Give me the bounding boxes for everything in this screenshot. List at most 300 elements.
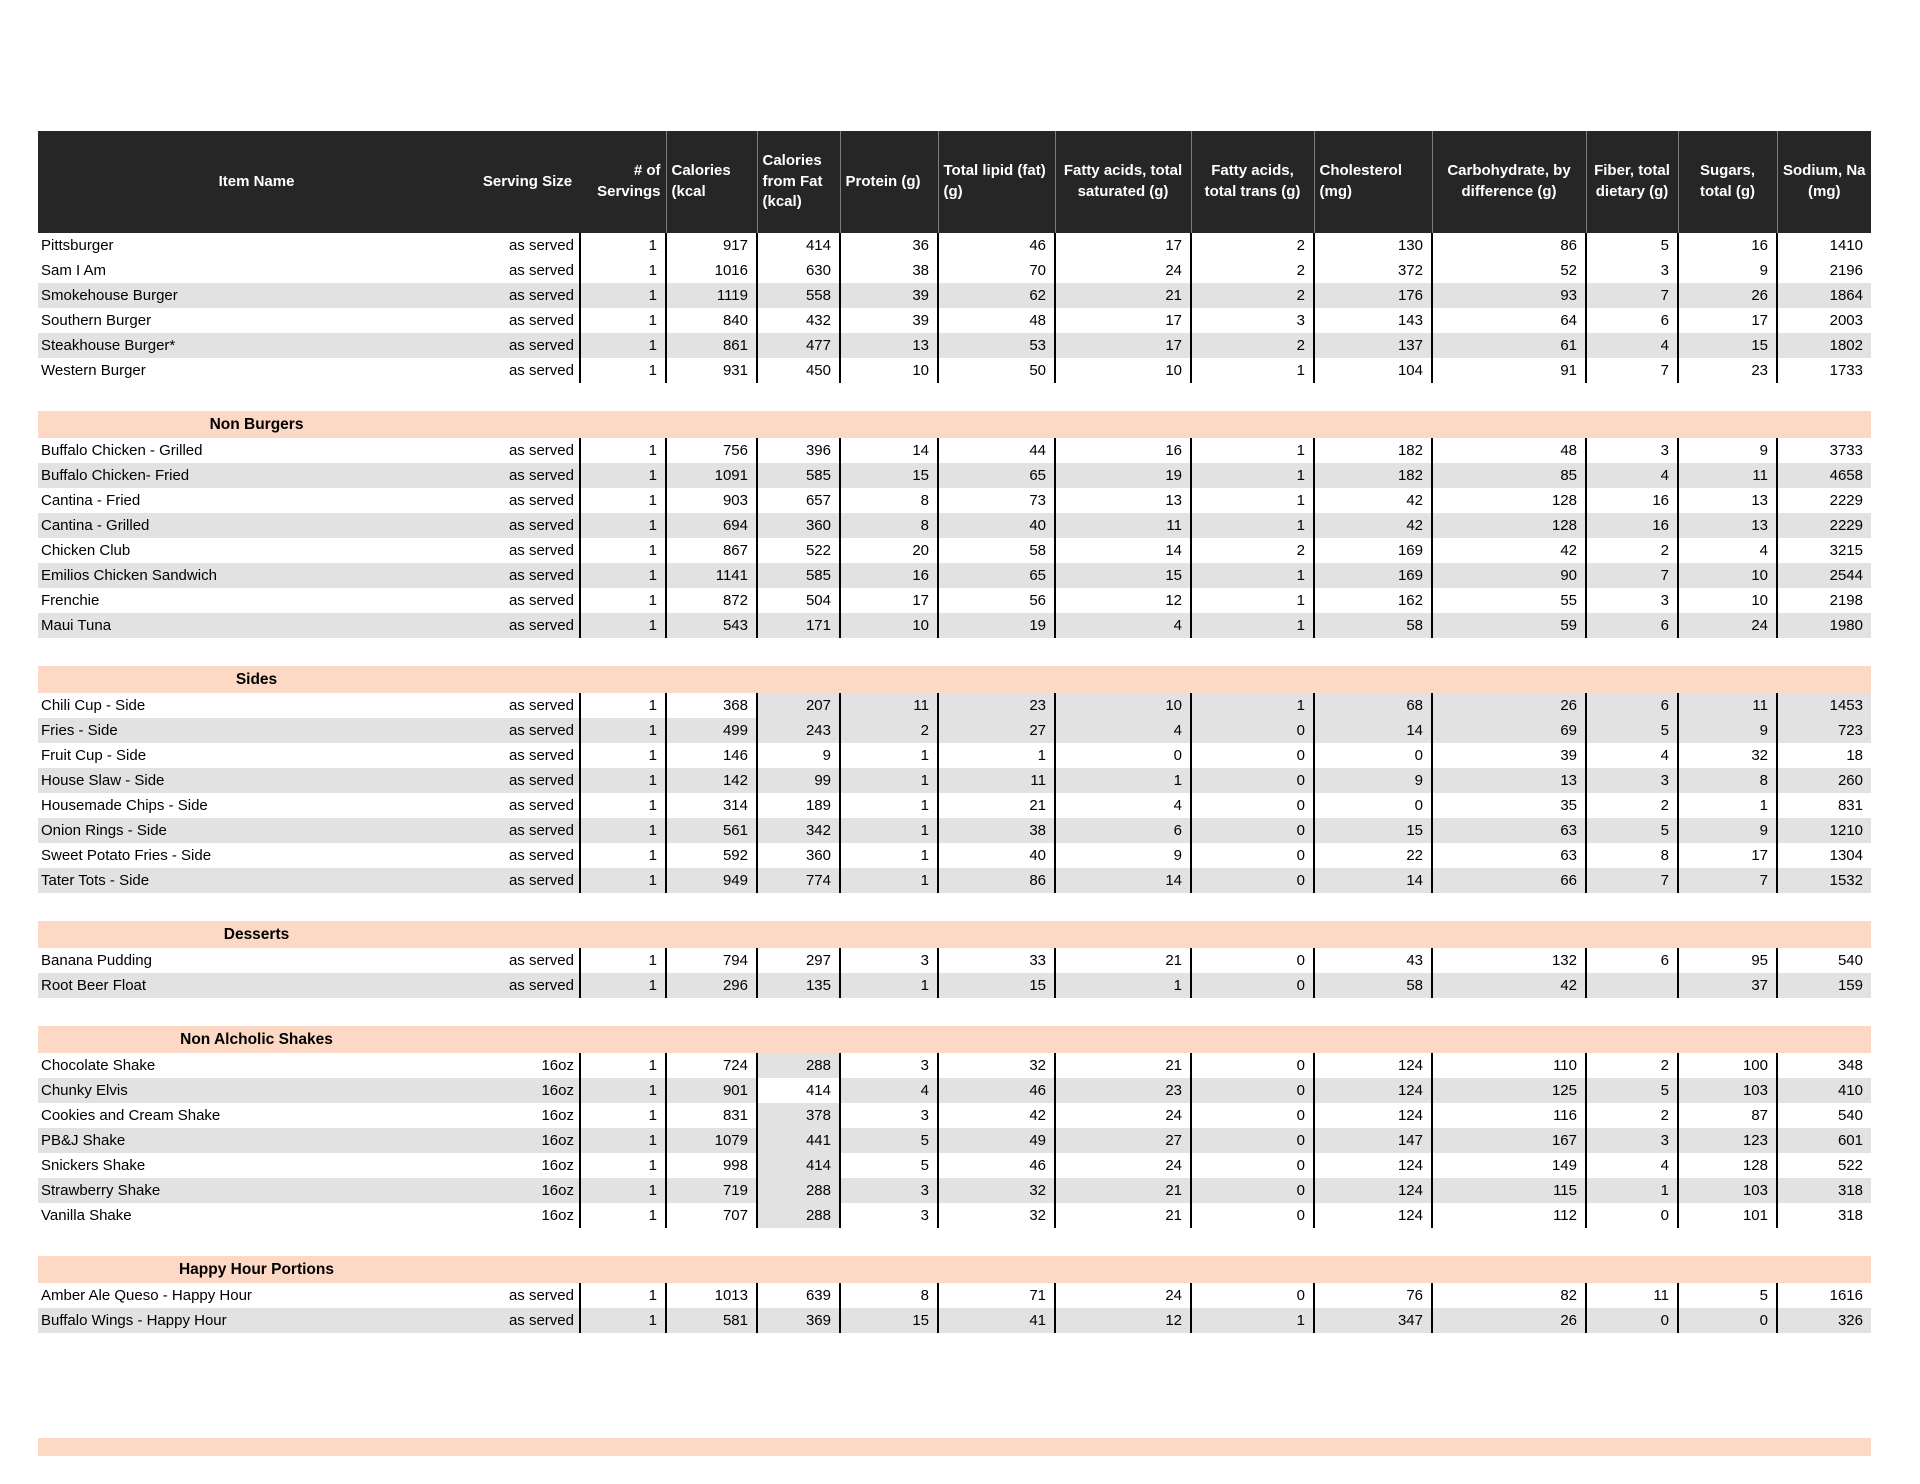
value-cell: 450: [757, 358, 840, 383]
value-cell: 39: [840, 283, 938, 308]
value-cell: 540: [1777, 1103, 1871, 1128]
value-cell: 21: [1055, 1053, 1191, 1078]
value-cell: 59: [1432, 613, 1586, 638]
value-cell: 66: [1432, 868, 1586, 893]
table-row: [38, 768, 1871, 793]
value-cell: 1: [580, 1153, 666, 1178]
value-cell: 9: [1055, 843, 1191, 868]
value-cell: 6: [1586, 308, 1678, 333]
value-cell: 169: [1314, 538, 1432, 563]
value-cell: 903: [666, 488, 757, 513]
value-cell: 288: [757, 1053, 840, 1078]
section-title: Non Burgers: [209, 415, 304, 433]
value-cell: 176: [1314, 283, 1432, 308]
value-cell: 0: [1191, 1153, 1314, 1178]
value-cell: 1: [580, 743, 666, 768]
value-cell: 24: [1055, 1153, 1191, 1178]
value-cell: 125: [1432, 1078, 1586, 1103]
value-cell: 601: [1777, 1128, 1871, 1153]
serving-size-cell: 16oz: [541, 1157, 574, 1174]
value-cell: 43: [1314, 948, 1432, 973]
value-cell: 70: [938, 258, 1055, 283]
value-cell: 1: [580, 438, 666, 463]
value-cell: 630: [757, 258, 840, 283]
value-cell: 40: [938, 843, 1055, 868]
value-cell: 1: [1191, 463, 1314, 488]
value-cell: 1: [580, 358, 666, 383]
value-cell: 10: [840, 613, 938, 638]
section-gap: [38, 1228, 1871, 1256]
column-header-sodium-na-mg: Sodium, Na (mg): [1777, 131, 1871, 233]
value-cell: 3733: [1777, 438, 1871, 463]
value-cell: 585: [757, 463, 840, 488]
value-cell: 931: [666, 358, 757, 383]
value-cell: 1: [580, 1128, 666, 1153]
value-cell: 27: [938, 718, 1055, 743]
value-cell: 3: [1586, 258, 1678, 283]
table-row: [38, 1283, 1871, 1308]
value-cell: 1: [580, 563, 666, 588]
value-cell: 432: [757, 308, 840, 333]
value-cell: 21: [1055, 948, 1191, 973]
value-cell: 5: [1586, 1078, 1678, 1103]
column-header-fatty-acids-total-saturated-g: Fatty acids, total saturated (g): [1055, 131, 1191, 233]
table-row: [38, 793, 1871, 818]
value-cell: 360: [757, 513, 840, 538]
value-cell: 410: [1777, 1078, 1871, 1103]
value-cell: 93: [1432, 283, 1586, 308]
serving-size-cell: as served: [475, 868, 580, 893]
value-cell: 0: [1191, 818, 1314, 843]
value-cell: 477: [757, 333, 840, 358]
value-cell: 499: [666, 718, 757, 743]
value-cell: 9: [1314, 768, 1432, 793]
item-name-cell: Root Beer Float: [38, 973, 475, 998]
value-cell: 414: [757, 233, 840, 258]
value-cell: 369: [757, 1308, 840, 1333]
value-cell: 1304: [1777, 843, 1871, 868]
table-row: [38, 948, 1871, 973]
value-cell: 0: [1191, 1053, 1314, 1078]
value-cell: 7: [1586, 358, 1678, 383]
column-header-carbohydrate-by-difference-g: Carbohydrate, by difference (g): [1432, 131, 1586, 233]
value-cell: 0: [1191, 793, 1314, 818]
serving-size-cell: as served: [475, 768, 580, 793]
value-cell: [1586, 973, 1678, 998]
column-header-of-servings: # of Servings: [580, 131, 666, 233]
value-cell: 182: [1314, 463, 1432, 488]
value-cell: 48: [938, 308, 1055, 333]
value-cell: 130: [1314, 233, 1432, 258]
value-cell: 3: [1586, 588, 1678, 613]
value-cell: 16: [1586, 488, 1678, 513]
value-cell: 3: [840, 948, 938, 973]
value-cell: 16: [840, 563, 938, 588]
value-cell: 68: [1314, 693, 1432, 718]
value-cell: 64: [1432, 308, 1586, 333]
item-name-cell: Steakhouse Burger*: [38, 333, 475, 358]
value-cell: 0: [1191, 948, 1314, 973]
value-cell: 167: [1432, 1128, 1586, 1153]
section-gap: [38, 383, 1871, 411]
value-cell: 3: [1586, 438, 1678, 463]
value-cell: 58: [938, 538, 1055, 563]
value-cell: 1091: [666, 463, 757, 488]
value-cell: 0: [1191, 973, 1314, 998]
value-cell: 15: [1055, 563, 1191, 588]
value-cell: 49: [938, 1128, 1055, 1153]
section-title: Non Alcholic Shakes: [180, 1030, 333, 1048]
value-cell: 2229: [1777, 513, 1871, 538]
value-cell: 2: [1586, 793, 1678, 818]
value-cell: 33: [938, 948, 1055, 973]
table-row: [38, 818, 1871, 843]
value-cell: 10: [1055, 358, 1191, 383]
value-cell: 20: [840, 538, 938, 563]
value-cell: 0: [1055, 743, 1191, 768]
value-cell: 23: [938, 693, 1055, 718]
value-cell: 0: [1191, 1128, 1314, 1153]
value-cell: 3: [840, 1103, 938, 1128]
value-cell: 2: [1586, 1053, 1678, 1078]
value-cell: 14: [1055, 538, 1191, 563]
value-cell: 288: [757, 1203, 840, 1228]
table-row: [38, 1078, 1871, 1103]
value-cell: 1: [840, 793, 938, 818]
value-cell: 13: [1055, 488, 1191, 513]
value-cell: 949: [666, 868, 757, 893]
value-cell: 7: [1586, 563, 1678, 588]
item-name-cell: Chili Cup - Side: [41, 697, 146, 714]
serving-size-cell: as served: [508, 492, 574, 509]
column-header-item-name: Item Name: [38, 131, 475, 233]
value-cell: 0: [1314, 743, 1432, 768]
value-cell: 0: [1678, 1308, 1777, 1333]
value-cell: 17: [1055, 333, 1191, 358]
value-cell: 723: [1777, 718, 1871, 743]
section-header-row: [38, 411, 1871, 438]
value-cell: 2229: [1777, 488, 1871, 513]
value-cell: 14: [840, 438, 938, 463]
serving-size-cell: as served: [508, 542, 574, 559]
section-gap: [38, 998, 1871, 1026]
value-cell: 2544: [1777, 563, 1871, 588]
value-cell: 189: [757, 793, 840, 818]
value-cell: 52: [1432, 258, 1586, 283]
value-cell: 1: [1055, 973, 1191, 998]
value-cell: 15: [1678, 333, 1777, 358]
value-cell: 368: [666, 693, 757, 718]
section-header-row: [38, 1026, 1871, 1053]
value-cell: 95: [1678, 948, 1777, 973]
value-cell: 372: [1314, 258, 1432, 283]
value-cell: 27: [1055, 1128, 1191, 1153]
value-cell: 17: [1678, 843, 1777, 868]
item-name-cell: PB&J Shake: [38, 1128, 475, 1153]
value-cell: 756: [666, 438, 757, 463]
value-cell: 561: [666, 818, 757, 843]
value-cell: 2: [1586, 538, 1678, 563]
value-cell: 207: [757, 693, 840, 718]
value-cell: 4: [1055, 718, 1191, 743]
serving-size-cell: as served: [475, 563, 580, 588]
value-cell: 0: [1191, 1203, 1314, 1228]
value-cell: 4: [840, 1078, 938, 1103]
value-cell: 4: [1586, 463, 1678, 488]
value-cell: 132: [1432, 948, 1586, 973]
value-cell: 6: [1586, 948, 1678, 973]
value-cell: 32: [1678, 743, 1777, 768]
value-cell: 85: [1432, 463, 1586, 488]
value-cell: 39: [1432, 743, 1586, 768]
value-cell: 414: [757, 1153, 840, 1178]
value-cell: 1: [1191, 513, 1314, 538]
item-name-cell: Sam I Am: [41, 262, 107, 279]
serving-size-cell: as served: [475, 283, 580, 308]
table-row: [38, 1308, 1871, 1333]
value-cell: 26: [1432, 1308, 1586, 1333]
serving-size-cell: as served: [475, 818, 580, 843]
value-cell: 8: [840, 513, 938, 538]
value-cell: 1: [840, 843, 938, 868]
value-cell: 21: [1055, 1203, 1191, 1228]
item-name-cell: Smokehouse Burger: [38, 283, 475, 308]
value-cell: 9: [1678, 258, 1777, 283]
serving-size-cell: as served: [475, 1308, 580, 1333]
item-name-cell: Southern Burger: [41, 312, 152, 329]
table-row: [38, 973, 1871, 998]
value-cell: 1: [580, 973, 666, 998]
value-cell: 1: [840, 818, 938, 843]
value-cell: 297: [757, 948, 840, 973]
item-name-cell: Frenchie: [41, 592, 100, 609]
value-cell: 26: [1432, 693, 1586, 718]
value-cell: 694: [666, 513, 757, 538]
value-cell: 116: [1432, 1103, 1586, 1128]
value-cell: 1141: [666, 563, 757, 588]
value-cell: 19: [938, 613, 1055, 638]
value-cell: 314: [666, 793, 757, 818]
value-cell: 540: [1777, 948, 1871, 973]
serving-size-cell: 16oz: [475, 1178, 580, 1203]
item-name-cell: Western Burger: [41, 362, 146, 379]
value-cell: 39: [840, 308, 938, 333]
value-cell: 63: [1432, 818, 1586, 843]
value-cell: 147: [1314, 1128, 1432, 1153]
item-name-cell: Buffalo Chicken - Grilled: [41, 442, 203, 459]
value-cell: 1210: [1777, 818, 1871, 843]
serving-size-cell: 16oz: [541, 1207, 574, 1224]
value-cell: 1: [1191, 358, 1314, 383]
item-name-cell: Sweet Potato Fries - Side: [41, 847, 212, 864]
value-cell: 5: [1678, 1283, 1777, 1308]
value-cell: 8: [840, 488, 938, 513]
value-cell: 347: [1314, 1308, 1432, 1333]
value-cell: 128: [1432, 488, 1586, 513]
value-cell: 0: [1191, 1178, 1314, 1203]
value-cell: 99: [757, 768, 840, 793]
value-cell: 62: [938, 283, 1055, 308]
value-cell: 9: [1678, 438, 1777, 463]
serving-size-cell: as served: [508, 1287, 574, 1304]
value-cell: 17: [1055, 233, 1191, 258]
value-cell: 71: [938, 1283, 1055, 1308]
value-cell: 318: [1777, 1178, 1871, 1203]
table-row: [38, 463, 1871, 488]
value-cell: 1733: [1777, 358, 1871, 383]
value-cell: 724: [666, 1053, 757, 1078]
value-cell: 861: [666, 333, 757, 358]
value-cell: 110: [1432, 1053, 1586, 1078]
serving-size-cell: as served: [508, 697, 574, 714]
value-cell: 17: [1055, 308, 1191, 333]
value-cell: 5: [840, 1153, 938, 1178]
value-cell: 40: [938, 513, 1055, 538]
table-row: [38, 563, 1871, 588]
value-cell: 1980: [1777, 613, 1871, 638]
value-cell: 1: [580, 233, 666, 258]
table-row: [38, 308, 1871, 333]
value-cell: 11: [840, 693, 938, 718]
value-cell: 917: [666, 233, 757, 258]
value-cell: 2: [1191, 283, 1314, 308]
value-cell: 2: [1191, 233, 1314, 258]
value-cell: 0: [1191, 868, 1314, 893]
section-header-row: [38, 666, 1871, 693]
value-cell: 35: [1432, 793, 1586, 818]
value-cell: 42: [1314, 488, 1432, 513]
value-cell: 1: [840, 868, 938, 893]
item-name-cell: Cantina - Grilled: [38, 513, 475, 538]
table-row: [38, 1128, 1871, 1153]
item-name-cell: Tater Tots - Side: [38, 868, 475, 893]
table-header: [38, 131, 1871, 233]
value-cell: 840: [666, 308, 757, 333]
value-cell: 2: [1191, 258, 1314, 283]
value-cell: 9: [1678, 718, 1777, 743]
value-cell: 15: [840, 463, 938, 488]
value-cell: 10: [1678, 588, 1777, 613]
table-row: [38, 613, 1871, 638]
value-cell: 2196: [1777, 258, 1871, 283]
value-cell: 3: [1586, 1128, 1678, 1153]
table-row: [38, 1103, 1871, 1128]
value-cell: 378: [757, 1103, 840, 1128]
column-header-cholesterol-mg: Cholesterol (mg): [1314, 131, 1432, 233]
value-cell: 504: [757, 588, 840, 613]
value-cell: 7: [1678, 868, 1777, 893]
value-cell: 142: [666, 768, 757, 793]
column-header-total-lipid-fat-g: Total lipid (fat) (g): [938, 131, 1055, 233]
value-cell: 872: [666, 588, 757, 613]
value-cell: 11: [1055, 513, 1191, 538]
value-cell: 11: [938, 768, 1055, 793]
value-cell: 1453: [1777, 693, 1871, 718]
table-row: [38, 438, 1871, 463]
value-cell: 707: [666, 1203, 757, 1228]
value-cell: 1: [580, 463, 666, 488]
value-cell: 1: [580, 818, 666, 843]
value-cell: 12: [1055, 588, 1191, 613]
value-cell: 5: [1586, 718, 1678, 743]
value-cell: 17: [840, 588, 938, 613]
value-cell: 441: [757, 1128, 840, 1153]
value-cell: 46: [938, 1153, 1055, 1178]
table-row: [38, 1203, 1871, 1228]
serving-size-cell: as served: [508, 592, 574, 609]
value-cell: 5: [840, 1128, 938, 1153]
value-cell: 396: [757, 438, 840, 463]
table-row: [38, 513, 1871, 538]
serving-size-cell: as served: [475, 513, 580, 538]
value-cell: 0: [1191, 1283, 1314, 1308]
column-header-sugars-total-g: Sugars, total (g): [1678, 131, 1777, 233]
value-cell: 243: [757, 718, 840, 743]
value-cell: 1: [1191, 693, 1314, 718]
serving-size-cell: as served: [475, 463, 580, 488]
value-cell: 1: [1191, 1308, 1314, 1333]
value-cell: 10: [840, 358, 938, 383]
value-cell: 16: [1678, 233, 1777, 258]
section-header-row: [38, 921, 1871, 948]
value-cell: 0: [1191, 1078, 1314, 1103]
value-cell: 124: [1314, 1078, 1432, 1103]
value-cell: 2: [1586, 1103, 1678, 1128]
value-cell: 1802: [1777, 333, 1871, 358]
value-cell: 1: [580, 283, 666, 308]
value-cell: 1: [1055, 768, 1191, 793]
value-cell: 1: [580, 1203, 666, 1228]
serving-size-cell: as served: [475, 973, 580, 998]
item-name-cell: Maui Tuna: [38, 613, 475, 638]
table-row: [38, 233, 1871, 258]
value-cell: 5: [1586, 233, 1678, 258]
value-cell: 1: [580, 693, 666, 718]
serving-size-cell: as served: [475, 613, 580, 638]
value-cell: 159: [1777, 973, 1871, 998]
item-name-cell: Strawberry Shake: [38, 1178, 475, 1203]
value-cell: 288: [757, 1178, 840, 1203]
value-cell: 14: [1055, 868, 1191, 893]
item-name-cell: Chocolate Shake: [41, 1057, 156, 1074]
item-name-cell: House Slaw - Side: [38, 768, 475, 793]
value-cell: 1: [580, 308, 666, 333]
column-header-calories-kcal: Calories (kcal: [666, 131, 757, 233]
value-cell: 124: [1314, 1103, 1432, 1128]
value-cell: 4: [1586, 333, 1678, 358]
value-cell: 104: [1314, 358, 1432, 383]
value-cell: 91: [1432, 358, 1586, 383]
value-cell: 23: [1055, 1078, 1191, 1103]
value-cell: 3215: [1777, 538, 1871, 563]
value-cell: 37: [1678, 973, 1777, 998]
value-cell: 38: [938, 818, 1055, 843]
value-cell: 4658: [1777, 463, 1871, 488]
value-cell: 16: [1055, 438, 1191, 463]
value-cell: 50: [938, 358, 1055, 383]
next-section-band: [38, 1438, 1871, 1456]
serving-size-cell: as served: [475, 333, 580, 358]
value-cell: 522: [1777, 1153, 1871, 1178]
item-name-cell: Chicken Club: [41, 542, 131, 559]
value-cell: 82: [1432, 1283, 1586, 1308]
value-cell: 55: [1432, 588, 1586, 613]
value-cell: 65: [938, 563, 1055, 588]
value-cell: 5: [1586, 818, 1678, 843]
section-header-row: [38, 1256, 1871, 1283]
value-cell: 0: [1191, 743, 1314, 768]
value-cell: 143: [1314, 308, 1432, 333]
